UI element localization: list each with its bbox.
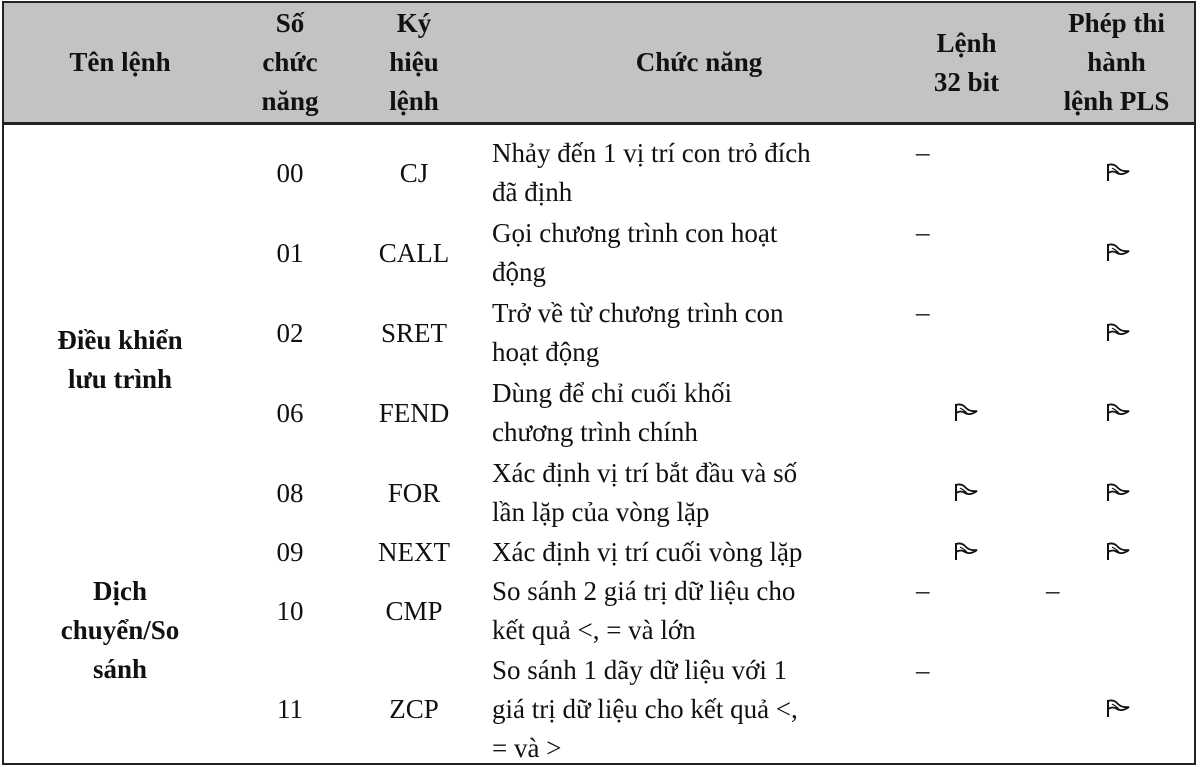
- header-symbol: Ký hiệu lệnh: [389, 8, 439, 116]
- function-description: Xác định vị trí cuối vòng lặp: [492, 536, 803, 567]
- group-flow-control: Điều khiển lưu trình: [57, 325, 183, 394]
- pls-flag-cell: [1046, 133, 1190, 213]
- flag-icon: [953, 474, 979, 513]
- function-description: So sánh 1 dãy dữ liệu với 1 giá trị dữ liệu cho kết quả <, = và >: [492, 654, 798, 763]
- bit32-value: –: [916, 217, 930, 247]
- header-command-name: Tên lệnh: [69, 47, 171, 77]
- function-number: 00: [276, 157, 304, 188]
- table-row: [4, 373, 1194, 453]
- table-row: [4, 533, 1194, 571]
- command-symbol: NEXT: [378, 536, 450, 567]
- bit32-flag-cell: [916, 373, 1016, 453]
- function-description: Gọi chương trình con hoạt động: [492, 218, 778, 287]
- header-pls: Phép thi hành lệnh PLS: [1063, 8, 1170, 116]
- pls-flag-cell: [1046, 293, 1190, 373]
- function-number: 01: [276, 237, 304, 268]
- table-row: [4, 571, 1194, 651]
- pls-flag-cell: [1046, 453, 1190, 533]
- table-body: [4, 125, 1194, 765]
- command-symbol: FOR: [387, 477, 441, 508]
- command-symbol: ZCP: [389, 693, 439, 724]
- bit32-flag-cell: [916, 453, 1016, 533]
- command-symbol: CMP: [385, 595, 443, 626]
- flag-icon: [1105, 394, 1131, 433]
- bit32-value: –: [916, 137, 930, 167]
- flag-icon: [1105, 154, 1131, 193]
- function-description: Nhảy đến 1 vị trí con trỏ đích đã định: [492, 138, 811, 207]
- flag-icon: [1105, 533, 1131, 572]
- bit32-value: –: [916, 655, 930, 685]
- pls-value: –: [1046, 575, 1060, 605]
- table-header: [4, 3, 1194, 125]
- pls-flag-cell: [1046, 651, 1190, 765]
- group-move-compare: Dịch chuyển/So sánh: [60, 575, 180, 684]
- bit32-value: –: [916, 575, 930, 605]
- flag-icon: [953, 533, 979, 572]
- flag-icon: [1105, 234, 1131, 273]
- function-description: Trở về từ chương trình con hoạt động: [492, 298, 784, 367]
- function-number: 06: [276, 397, 304, 428]
- pls-flag-cell: [1046, 213, 1190, 293]
- table-row: [4, 213, 1194, 293]
- function-description: Dùng để chỉ cuối khối chương trình chính: [492, 378, 732, 447]
- command-symbol: SRET: [380, 317, 447, 348]
- command-symbol: FEND: [378, 397, 450, 428]
- command-symbol: CJ: [399, 157, 429, 188]
- function-number: 11: [277, 693, 303, 724]
- function-number: 09: [276, 536, 304, 567]
- pls-flag-cell: [1046, 373, 1190, 453]
- function-description: So sánh 2 giá trị dữ liệu cho kết quả <, = và lớn: [492, 576, 796, 645]
- header-function: Chức năng: [635, 47, 763, 77]
- table-row: [4, 133, 1194, 213]
- flag-icon: [1105, 314, 1131, 353]
- table-row: [4, 293, 1194, 373]
- bit32-value: –: [916, 297, 930, 327]
- function-number: 08: [276, 477, 304, 508]
- function-number: 02: [276, 317, 304, 348]
- flag-icon: [1105, 690, 1131, 729]
- table-row: [4, 453, 1194, 533]
- flag-icon: [953, 394, 979, 433]
- function-description: Xác định vị trí bắt đầu và số lần lặp của vòng lặp: [492, 458, 798, 527]
- flag-icon: [1105, 474, 1131, 513]
- table-row: [4, 651, 1194, 765]
- pls-flag-cell: [1046, 533, 1190, 571]
- bit32-flag-cell: [916, 533, 1016, 571]
- header-32bit: Lệnh 32 bit: [933, 27, 1000, 97]
- command-symbol: CALL: [378, 237, 450, 268]
- command-table: [2, 1, 1196, 765]
- header-function-number: Số chức năng: [261, 8, 319, 116]
- function-number: 10: [276, 595, 304, 626]
